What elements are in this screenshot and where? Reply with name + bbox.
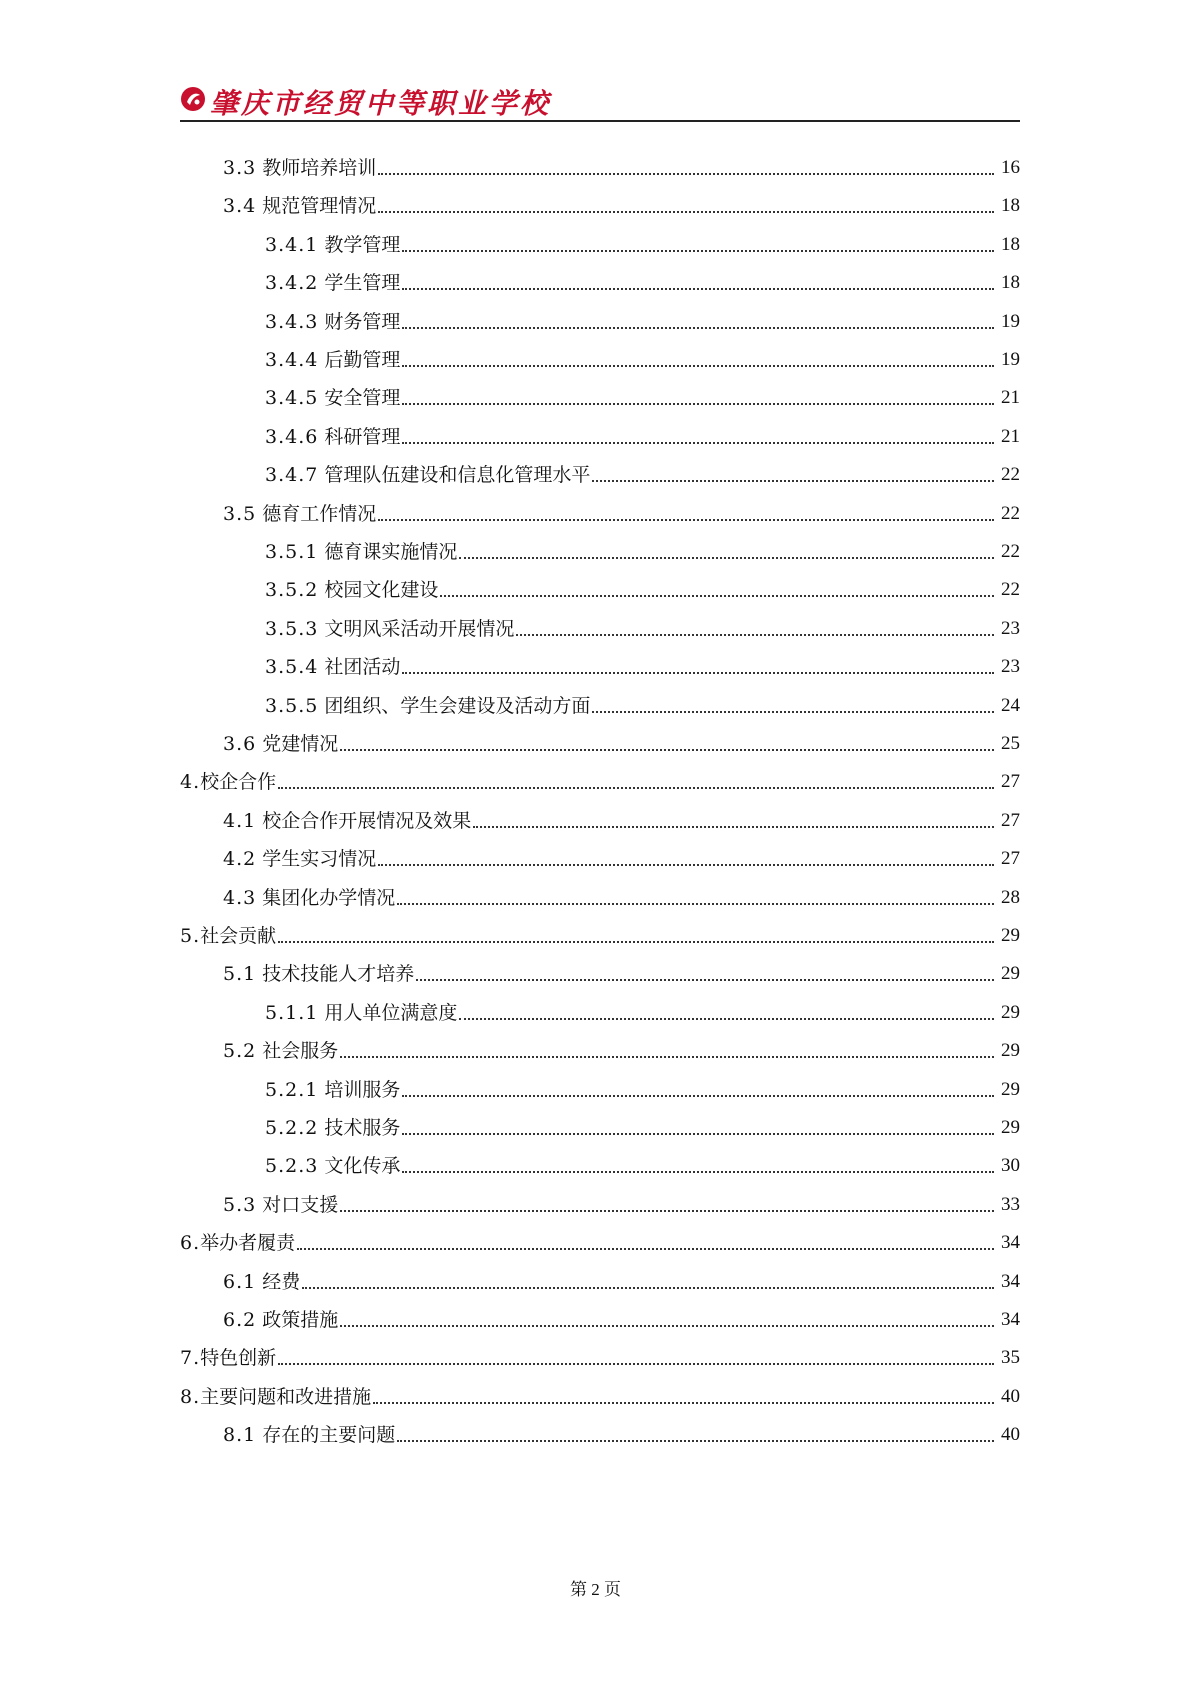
toc-entry[interactable] bbox=[265, 611, 1020, 641]
toc-dot-leader bbox=[402, 441, 994, 444]
toc-entry-label bbox=[265, 310, 402, 334]
toc-entry-page: 21 bbox=[1001, 387, 1020, 409]
toc-entry-label bbox=[265, 386, 402, 410]
toc-entry-number: 3.4.2 bbox=[265, 272, 319, 295]
toc-entry-number: 3.5.3 bbox=[265, 617, 319, 640]
toc-entry-title: 社团活动 bbox=[324, 656, 401, 679]
toc-entry-title: 安全管理 bbox=[324, 387, 401, 410]
toc-entry-label bbox=[180, 770, 278, 794]
toc-entry-page: 22 bbox=[1001, 502, 1020, 524]
toc-entry-number: 3.4.3 bbox=[265, 310, 319, 333]
toc-entry-title: 存在的主要问题 bbox=[262, 1424, 396, 1447]
toc-entry-title: 用人单位满意度 bbox=[324, 1001, 458, 1024]
toc-entry-number: 5. bbox=[180, 925, 201, 947]
toc-entry-title: 后勤管理 bbox=[324, 349, 401, 371]
toc-entry[interactable] bbox=[223, 956, 1020, 986]
toc-entry-label bbox=[265, 1116, 402, 1140]
toc-dot-leader bbox=[378, 863, 994, 866]
toc-entry-page: 34 bbox=[1001, 1232, 1020, 1254]
toc-dot-leader bbox=[459, 1017, 994, 1020]
toc-entry-label bbox=[265, 425, 402, 449]
toc-entry-label bbox=[265, 540, 459, 564]
page-header bbox=[180, 84, 1020, 122]
toc-entry-title: 财务管理 bbox=[324, 310, 401, 333]
toc-entry-number: 5.1.1 bbox=[265, 1001, 319, 1024]
toc-entry-page: 30 bbox=[1001, 1155, 1020, 1177]
toc-dot-leader bbox=[278, 940, 994, 943]
toc-entry-title: 经费 bbox=[262, 1270, 301, 1293]
toc-entry-page: 27 bbox=[1001, 771, 1020, 793]
toc-dot-leader bbox=[440, 594, 994, 597]
toc-dot-leader bbox=[297, 1247, 994, 1250]
toc-entry-label bbox=[223, 1308, 340, 1332]
toc-entry[interactable] bbox=[223, 1417, 1020, 1447]
toc-entry-page: 40 bbox=[1001, 1424, 1020, 1446]
toc-entry-page: 40 bbox=[1001, 1385, 1020, 1407]
toc-entry-title: 科研管理 bbox=[324, 425, 401, 448]
toc-entry-title: 集团化办学情况 bbox=[262, 886, 396, 909]
toc-entry[interactable] bbox=[223, 188, 1020, 218]
toc-entry-label bbox=[180, 1385, 373, 1409]
toc-entry-title: 校园文化建设 bbox=[324, 579, 439, 602]
toc-entry[interactable] bbox=[265, 1072, 1020, 1102]
toc-entry-title: 技术服务 bbox=[324, 1117, 401, 1139]
toc-entry[interactable] bbox=[265, 342, 1020, 372]
toc-entry-title: 校企合作开展情况及效果 bbox=[262, 809, 472, 832]
toc-entry-number: 3.5.5 bbox=[265, 694, 319, 717]
toc-entry[interactable] bbox=[223, 496, 1020, 526]
toc-entry-page: 29 bbox=[1001, 1001, 1020, 1023]
toc-entry[interactable] bbox=[180, 1225, 1020, 1255]
toc-entry-page: 22 bbox=[1001, 579, 1020, 601]
toc-entry-page: 29 bbox=[1001, 1040, 1020, 1062]
toc-entry-page: 23 bbox=[1001, 656, 1020, 678]
toc-entry-number: 3.6 bbox=[223, 733, 257, 755]
toc-entry[interactable] bbox=[180, 1340, 1020, 1370]
toc-entry[interactable] bbox=[223, 803, 1020, 833]
toc-entry-title: 学生实习情况 bbox=[262, 848, 377, 871]
toc-entry-number: 6. bbox=[180, 1232, 201, 1255]
toc-entry-page: 23 bbox=[1001, 617, 1020, 639]
toc-entry[interactable] bbox=[265, 457, 1020, 487]
toc-entry-page: 19 bbox=[1001, 349, 1020, 370]
toc-dot-leader bbox=[459, 556, 994, 559]
toc-entry-label bbox=[223, 1423, 397, 1447]
toc-entry-label bbox=[180, 1231, 297, 1255]
toc-entry-label bbox=[223, 886, 397, 910]
toc-dot-leader bbox=[278, 1362, 994, 1365]
toc-entry-page: 29 bbox=[1001, 925, 1020, 946]
toc-entry-number: 7. bbox=[180, 1347, 201, 1370]
toc-entry-label bbox=[265, 463, 592, 487]
toc-entry[interactable] bbox=[265, 1110, 1020, 1140]
toc-entry-page: 24 bbox=[1001, 694, 1020, 716]
toc-dot-leader bbox=[592, 479, 994, 482]
toc-entry-page: 21 bbox=[1001, 425, 1020, 447]
toc-entry-title: 德育课实施情况 bbox=[324, 541, 458, 563]
toc-entry-label bbox=[223, 847, 378, 871]
toc-entry-title: 举办者履责 bbox=[200, 1232, 296, 1255]
toc-entry-label bbox=[265, 348, 402, 372]
toc-entry-title: 学生管理 bbox=[324, 272, 401, 295]
toc-entry-label bbox=[265, 233, 402, 257]
toc-entry-page: 29 bbox=[1001, 1117, 1020, 1138]
toc-entry[interactable] bbox=[265, 419, 1020, 449]
toc-dot-leader bbox=[592, 710, 994, 713]
toc-entry-label bbox=[223, 502, 378, 526]
toc-entry-number: 3.5.4 bbox=[265, 656, 319, 679]
toc-entry-number: 3.5 bbox=[223, 502, 257, 525]
toc-entry-number: 5.2.3 bbox=[265, 1155, 319, 1178]
toc-entry-number: 5.2.1 bbox=[265, 1078, 319, 1101]
toc-dot-leader bbox=[402, 671, 994, 674]
toc-entry-number: 3.4 bbox=[223, 195, 257, 218]
toc-entry-label bbox=[265, 1001, 459, 1025]
toc-entry-number: 3.4.6 bbox=[265, 425, 319, 448]
toc-entry-number: 3.5.1 bbox=[265, 541, 319, 563]
toc-entry-number: 3.5.2 bbox=[265, 579, 319, 602]
toc-entry[interactable] bbox=[223, 880, 1020, 910]
toc-entry-number: 6.2 bbox=[223, 1309, 257, 1331]
toc-entry[interactable] bbox=[180, 764, 1020, 794]
toc-entry-label bbox=[265, 655, 402, 679]
toc-entry-title: 校企合作 bbox=[200, 771, 277, 794]
toc-entry-page: 27 bbox=[1001, 809, 1020, 831]
school-logo-icon bbox=[180, 86, 206, 112]
toc-entry-label bbox=[265, 1078, 402, 1102]
toc-entry-title: 教学管理 bbox=[324, 233, 401, 256]
toc-dot-leader bbox=[402, 1132, 994, 1135]
toc-entry-title: 政策措施 bbox=[262, 1309, 339, 1331]
toc-entry-title: 对口支援 bbox=[262, 1193, 339, 1216]
toc-entry-title: 团组织、学生会建设及活动方面 bbox=[324, 694, 591, 717]
toc-entry[interactable] bbox=[223, 726, 1020, 756]
toc-entry-label bbox=[265, 617, 516, 641]
toc-entry-number: 3.3 bbox=[223, 157, 257, 179]
toc-entry[interactable] bbox=[223, 150, 1020, 180]
toc-dot-leader bbox=[278, 786, 994, 789]
toc-dot-leader bbox=[378, 210, 994, 213]
toc-entry-label bbox=[265, 578, 440, 602]
toc-dot-leader bbox=[340, 748, 994, 751]
toc-entry-title: 主要问题和改进措施 bbox=[200, 1385, 372, 1408]
toc-entry[interactable] bbox=[223, 841, 1020, 871]
toc-entry[interactable] bbox=[265, 534, 1020, 564]
toc-dot-leader bbox=[402, 364, 994, 367]
toc-entry-page: 33 bbox=[1001, 1193, 1020, 1215]
toc-entry-label bbox=[223, 156, 378, 180]
toc-dot-leader bbox=[416, 978, 994, 981]
toc-entry-page: 18 bbox=[1001, 233, 1020, 255]
toc-entry-title: 社会贡献 bbox=[200, 925, 277, 947]
toc-entry-page: 27 bbox=[1001, 848, 1020, 870]
toc-entry-label bbox=[223, 1193, 340, 1217]
toc-entry-page: 34 bbox=[1001, 1309, 1020, 1330]
toc-entry-title: 德育工作情况 bbox=[262, 502, 377, 525]
toc-dot-leader bbox=[402, 1170, 994, 1173]
toc-entry-label bbox=[180, 924, 278, 948]
toc-entry-title: 党建情况 bbox=[262, 733, 339, 755]
toc-entry-page: 19 bbox=[1001, 310, 1020, 332]
toc-entry-number: 6.1 bbox=[223, 1270, 257, 1293]
toc-entry[interactable] bbox=[180, 1379, 1020, 1409]
toc-entry-title: 培训服务 bbox=[324, 1078, 401, 1101]
toc-entry[interactable] bbox=[265, 649, 1020, 679]
toc-entry-label bbox=[223, 1270, 302, 1294]
toc-entry-number: 5.2 bbox=[223, 1040, 257, 1063]
toc-dot-leader bbox=[397, 902, 994, 905]
toc-entry-page: 28 bbox=[1001, 886, 1020, 908]
toc-entry[interactable] bbox=[265, 380, 1020, 410]
toc-entry-label bbox=[223, 962, 416, 986]
toc-dot-leader bbox=[473, 825, 994, 828]
toc-entry-label bbox=[223, 1039, 340, 1063]
toc-entry-number: 3.4.5 bbox=[265, 387, 319, 410]
toc-entry-title: 文明风采活动开展情况 bbox=[324, 617, 515, 640]
toc-dot-leader bbox=[378, 172, 994, 175]
toc-entry-number: 5.1 bbox=[223, 963, 257, 986]
toc-entry-page: 18 bbox=[1001, 272, 1020, 294]
toc-entry[interactable] bbox=[265, 227, 1020, 257]
toc-entry[interactable] bbox=[265, 688, 1020, 718]
toc-entry-label bbox=[223, 732, 340, 756]
toc-entry-label bbox=[223, 809, 473, 833]
toc-entry-page: 29 bbox=[1001, 1078, 1020, 1100]
toc-entry-number: 5.3 bbox=[223, 1193, 257, 1216]
toc-dot-leader bbox=[373, 1401, 994, 1404]
toc-dot-leader bbox=[340, 1324, 994, 1327]
toc-entry[interactable] bbox=[265, 572, 1020, 602]
toc-entry[interactable] bbox=[265, 304, 1020, 334]
toc-entry[interactable] bbox=[265, 1148, 1020, 1178]
toc-entry[interactable] bbox=[265, 265, 1020, 295]
toc-dot-leader bbox=[378, 518, 994, 521]
toc-entry-number: 4.3 bbox=[223, 886, 257, 909]
toc-entry-number: 5.2.2 bbox=[265, 1117, 319, 1139]
toc-entry-page: 25 bbox=[1001, 733, 1020, 754]
toc-entry-label bbox=[265, 271, 402, 295]
toc-entry-number: 3.4.7 bbox=[265, 464, 319, 487]
toc-dot-leader bbox=[516, 633, 994, 636]
toc-dot-leader bbox=[402, 1094, 994, 1097]
toc-entry-title: 教师培养培训 bbox=[262, 157, 377, 179]
toc-entry-page: 18 bbox=[1001, 195, 1020, 217]
toc-entry[interactable] bbox=[223, 1187, 1020, 1217]
school-name: 肇庆市经贸中等职业学校 bbox=[210, 87, 552, 120]
toc-entry-label bbox=[265, 1154, 402, 1178]
toc-entry[interactable] bbox=[180, 918, 1020, 948]
toc-entry-page: 29 bbox=[1001, 963, 1020, 985]
toc-entry-label bbox=[223, 194, 378, 218]
toc-entry-title: 技术技能人才培养 bbox=[262, 963, 415, 986]
toc-entry-title: 管理队伍建设和信息化管理水平 bbox=[324, 464, 591, 487]
toc-entry-title: 社会服务 bbox=[262, 1040, 339, 1063]
toc-entry-number: 8. bbox=[180, 1385, 201, 1408]
toc-entry-page: 35 bbox=[1001, 1347, 1020, 1369]
toc-entry[interactable] bbox=[223, 1033, 1020, 1063]
toc-entry-title: 规范管理情况 bbox=[262, 195, 377, 218]
toc-entry[interactable] bbox=[223, 1302, 1020, 1332]
toc-entry-number: 3.4.4 bbox=[265, 349, 319, 371]
toc-dot-leader bbox=[302, 1286, 994, 1289]
toc-dot-leader bbox=[340, 1209, 994, 1212]
toc-dot-leader bbox=[402, 326, 994, 329]
toc-entry-page: 16 bbox=[1001, 157, 1020, 178]
toc-entry-page: 22 bbox=[1001, 541, 1020, 562]
toc-entry-number: 4. bbox=[180, 771, 201, 794]
toc-dot-leader bbox=[402, 249, 994, 252]
toc-entry-label bbox=[180, 1346, 278, 1370]
toc-entry-title: 特色创新 bbox=[200, 1347, 277, 1370]
toc-dot-leader bbox=[402, 402, 994, 405]
toc-entry[interactable] bbox=[223, 1264, 1020, 1294]
toc-entry-page: 22 bbox=[1001, 464, 1020, 486]
toc-entry-number: 8.1 bbox=[223, 1424, 257, 1447]
toc-dot-leader bbox=[402, 287, 994, 290]
toc-entry-number: 4.2 bbox=[223, 848, 257, 871]
toc-entry[interactable] bbox=[265, 995, 1020, 1025]
toc-dot-leader bbox=[397, 1439, 994, 1442]
toc-entry-number: 3.4.1 bbox=[265, 233, 319, 256]
page-number: 第 2 页 bbox=[570, 1580, 621, 1599]
toc-entry-title: 文化传承 bbox=[324, 1155, 401, 1178]
toc-entry-label bbox=[265, 694, 592, 718]
toc-entry-number: 4.1 bbox=[223, 809, 257, 832]
toc-dot-leader bbox=[340, 1055, 994, 1058]
toc-entry-page: 34 bbox=[1001, 1270, 1020, 1292]
